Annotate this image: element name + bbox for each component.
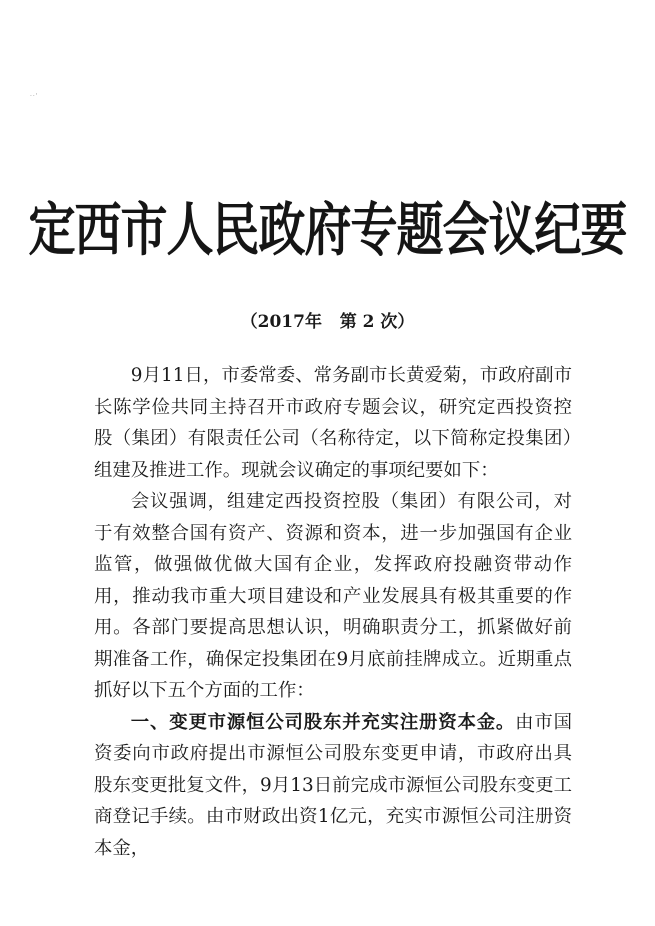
scan-mark: ··' [30, 93, 39, 100]
section-heading: 一、变更市源恒公司股东并充实注册资本金。 [130, 711, 516, 733]
paragraph-item-one [94, 707, 572, 865]
issue-number: （2017年 第 2 次） [240, 312, 415, 332]
paragraph-meeting-intro: 9月11日，市委常委、常务副市长黄爱菊，市政府副市长陈学俭共同主持召开市政府专题会议，研究定西投资控股（集团）有限责任公司（名称待定，以下简称定投集团）组建及推进工作。现就会议确定的事项纪要如下： [94, 365, 572, 481]
document-body [94, 360, 572, 864]
section-text: 由市国资委向市政府提出市源恒公司股东变更申请，市政府出具股东变更批复文件，9月13日前完成市源恒公司股东变更工商登记手续。由市财政出资1亿元，充实市源恒公司注册资本金， [94, 711, 572, 859]
paragraph-meeting-emphasis: 会议强调，组建定西投资控股（集团）有限公司，对于有效整合国有资产、资源和资本，进一步加强国有企业监管，做强做优做大国有企业，发挥政府投融资带动作用，推动我市重大项目建设和产业发展具有极其重要的作用。各部门要提高思想认识，明确职责分工，抓紧做好前期准备工作，确保定投集团在9月底前挂牌成立。近期重点抓好以下五个方面的工作： [94, 491, 572, 701]
document-title: 定西市人民政府专题会议纪要 [28, 197, 627, 265]
